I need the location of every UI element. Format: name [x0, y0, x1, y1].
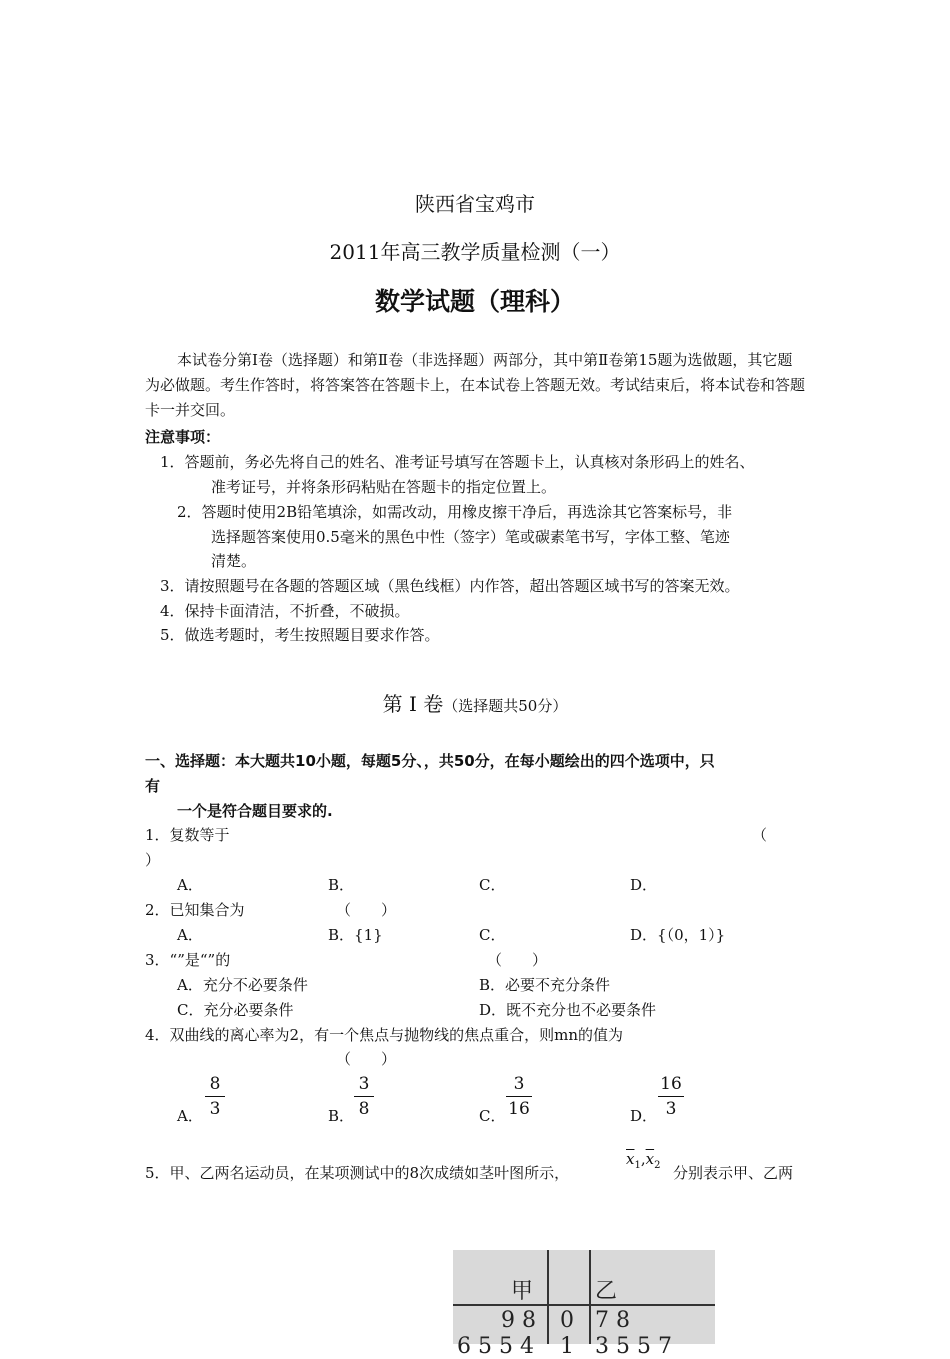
- q4-paren: （ ）: [336, 1050, 397, 1068]
- q4-option-c-fraction: [506, 1072, 532, 1121]
- q2-option-d: D．{（0，1）}: [630, 926, 726, 944]
- note-1-line2: 准考证号，并将条形码粘贴在答题卡的指定位置上。: [211, 478, 557, 496]
- note-2-line1: 2．答题时使用2B铅笔填涂，如需改动，用橡皮擦干净后，再选涂其它答案标号，非: [177, 503, 733, 521]
- q4-option-a-label: A．: [177, 1107, 203, 1125]
- note-2-line2: 选择题答案使用0.5毫米的黑色中性（签字）笔或碳素笔书写，字体工整、笔迹: [211, 528, 730, 546]
- q4-option-d-label: D．: [630, 1107, 658, 1125]
- q4-option-c-label: C．: [479, 1107, 506, 1125]
- stem-leaf-plot: [453, 1250, 715, 1359]
- q4-b-numerator: 3: [354, 1072, 374, 1097]
- part1-subtitle: （选择题共50分）: [443, 697, 568, 715]
- notes-heading: 注意事项：: [145, 428, 221, 446]
- q4-stem: 4．双曲线的离心率为2，有一个焦点与抛物线的焦点重合，则mn的值为: [145, 1026, 623, 1044]
- stem-leaf-right-divider: [589, 1250, 591, 1344]
- note-4: 4．保持卡面清洁，不折叠，不破损。: [160, 602, 410, 620]
- q1-option-b: B．: [328, 876, 355, 894]
- stem-leaf-row-2-stem: 1: [560, 1334, 574, 1359]
- q5-mean-symbols: [626, 1150, 660, 1171]
- section1-line3: 一个是符合题目要求的.: [177, 802, 333, 820]
- q3-paren: （ ）: [487, 951, 548, 969]
- q1-option-a: A．: [177, 876, 203, 894]
- exam-title: 2011年高三教学质量检测（一）: [329, 240, 621, 264]
- q1-stem: 1．复数等于: [145, 826, 230, 844]
- q4-option-a-fraction: [205, 1072, 225, 1121]
- q4-c-numerator: 3: [506, 1072, 532, 1097]
- stem-leaf-header-right: 乙: [595, 1279, 618, 1304]
- q2-option-a: A．: [177, 926, 203, 944]
- stem-leaf-row-1-right: 7 8: [595, 1308, 630, 1333]
- q3-option-d: D．既不充分也不必要条件: [479, 1001, 657, 1019]
- note-2-line3: 清楚。: [211, 552, 257, 570]
- q4-b-denominator: 8: [358, 1099, 370, 1119]
- stem-leaf-row-2-right: 3 5 5 7: [595, 1334, 672, 1359]
- section1-line2: 有: [145, 777, 161, 795]
- q5-x2: $\overline{x}$: [645, 1150, 655, 1168]
- section1-line1: 一、选择题：本大题共10小题，每题5分、，共50分，在每小题绘出的四个选项中，只: [145, 752, 715, 770]
- page-title: 数学试题（理科）: [374, 287, 575, 316]
- q4-a-denominator: 3: [209, 1099, 221, 1119]
- q5-x2-sub: 2: [654, 1160, 661, 1171]
- q3-option-c: C．充分必要条件: [177, 1001, 294, 1019]
- q5-stem-end: 分别表示甲、乙两: [673, 1164, 794, 1182]
- region-title: 陕西省宝鸡市: [415, 192, 535, 216]
- stem-leaf-row-1-left: 9 8: [501, 1308, 536, 1333]
- q4-option-b-label: B．: [328, 1107, 355, 1125]
- q1-option-d: D．: [630, 876, 658, 894]
- note-1-line1: 1．答题前，务必先将自己的姓名、准考证号填写在答题卡上，认真核对条形码上的姓名、: [160, 453, 755, 471]
- q5-comma: ,: [640, 1150, 646, 1168]
- stem-leaf-header-left: 甲: [511, 1279, 534, 1304]
- q2-option-c: C．: [479, 926, 506, 944]
- q3-stem: 3．“”是“”的: [145, 951, 231, 969]
- q5-stem-start: 5．甲、乙两名运动员，在某项测试中的8次成绩如茎叶图所示，: [145, 1164, 570, 1182]
- part1-title: 第 I 卷: [382, 692, 444, 716]
- q1-paren-open: （: [752, 826, 768, 844]
- q2-stem: 2．已知集合为: [145, 901, 245, 919]
- q1-paren-close: ）: [145, 851, 161, 869]
- q2-option-b: B．{1}: [328, 926, 383, 944]
- stem-leaf-row-2-left: 6 5 5 4: [457, 1334, 534, 1359]
- intro-paragraph: 本试卷分第I卷（选择题）和第Ⅱ卷（非选择题）两部分，其中第Ⅱ卷第15题为选做题，其它题为必做题。考生作答时，将答案答在答题卡上，在本试卷上答题无效。考试结束后，将本试卷和答题卡一并交回。: [145, 351, 806, 419]
- q5-x1: $\overline{x}$: [626, 1150, 635, 1168]
- note-3: 3．请按照题号在各题的答题区域（黑色线框）内作答，超出答题区域书写的答案无效。: [160, 577, 740, 595]
- q2-paren: （ ）: [336, 901, 397, 919]
- stem-leaf-row-1-stem: 0: [560, 1308, 574, 1333]
- q5-x1-sub: 1: [634, 1160, 641, 1171]
- q4-option-b-fraction: [354, 1072, 374, 1121]
- stem-leaf-left-divider: [547, 1250, 549, 1344]
- note-5: 5．做选考题时，考生按照题目要求作答。: [160, 626, 440, 644]
- q3-option-b: B．必要不充分条件: [479, 976, 611, 994]
- q4-c-denominator: 16: [508, 1099, 530, 1119]
- q4-option-d-fraction: [658, 1072, 684, 1121]
- q1-option-c: C．: [479, 876, 506, 894]
- stem-leaf-header-divider: [453, 1304, 715, 1306]
- part1-heading: [0, 688, 950, 717]
- q4-d-denominator: 3: [665, 1099, 677, 1119]
- q3-option-a: A．充分不必要条件: [177, 976, 308, 994]
- q4-a-numerator: 8: [205, 1072, 225, 1097]
- q4-d-numerator: 16: [658, 1072, 684, 1097]
